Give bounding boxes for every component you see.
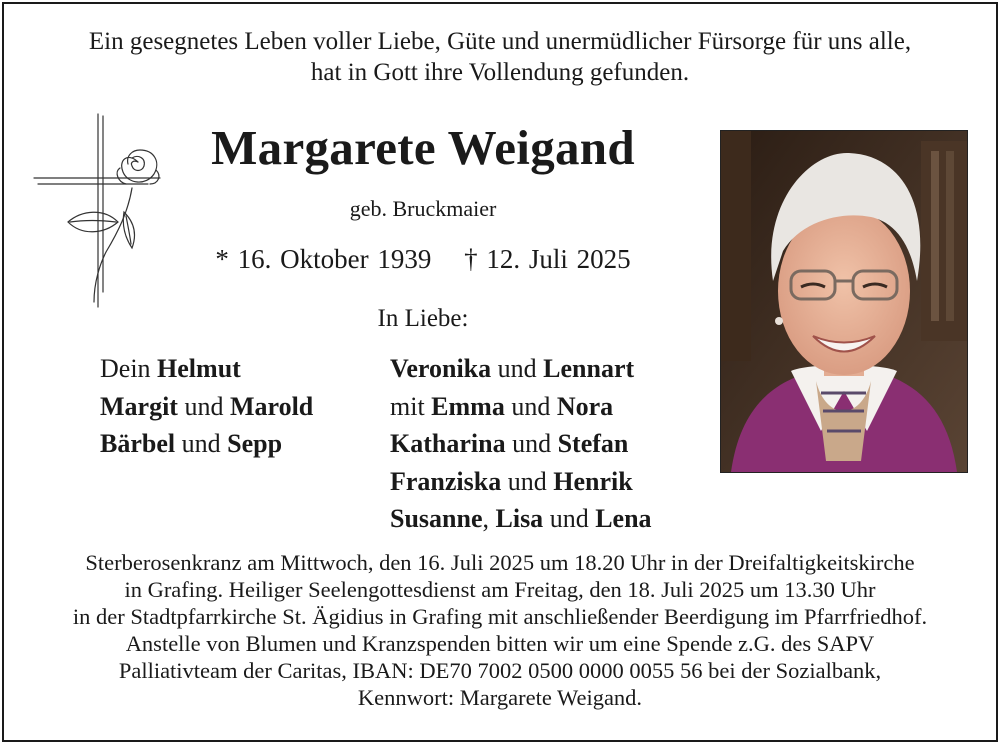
family-line: Susanne, Lisa und Lena (390, 504, 652, 533)
cross-with-rose-icon (28, 112, 168, 312)
family-line: Margit und Marold (100, 391, 314, 421)
service-notice (0, 549, 1000, 711)
family-line: Veronika und Lennart (390, 354, 635, 383)
family-line: Franziska und Henrik (390, 466, 633, 496)
notice-line: Anstelle von Blumen und Kranzspenden bitten wir um eine Spende z.G. des SAPV (125, 631, 875, 656)
in-love-heading: In Liebe: (377, 305, 469, 332)
notice-line: Sterberosenkranz am Mittwoch, den 16. Juli 2025 um 18.20 Uhr in der Dreifaltigkeitskirche (85, 550, 915, 575)
intro-line-2: hat in Gott ihre Vollendung gefunden. (310, 59, 690, 86)
notice-line: Kennwort: Margarete Weigand. (357, 685, 643, 710)
death-symbol: † (464, 244, 478, 274)
notice-line: in der Stadtpfarrkirche St. Ägidius in Grafing mit anschließender Beerdigung im Pfarrfriedhof. (72, 604, 928, 629)
maiden-name: geb. Bruckmaier (349, 196, 497, 221)
death-date: 12. Juli 2025 (486, 244, 631, 274)
birth-symbol: * (215, 244, 229, 274)
family-line: mit Emma und Nora (390, 391, 614, 421)
family-list-left (100, 350, 313, 463)
family-line: Dein Helmut (100, 354, 241, 383)
family-list-right (390, 350, 652, 538)
deceased-name: Margarete Weigand (211, 120, 635, 175)
family-line: Bärbel und Sepp (100, 429, 283, 458)
life-dates (150, 244, 696, 275)
family-line: Katharina und Stefan (390, 429, 629, 458)
notice-line: Palliativteam der Caritas, IBAN: DE70 7002 0500 0000 0055 56 bei der Sozialbank, (118, 658, 882, 683)
intro-text (0, 26, 1000, 88)
intro-line-1: Ein gesegnetes Leben voller Liebe, Güte und unermüdlicher Fürsorge für uns alle, (88, 28, 912, 55)
birth-date: 16. Oktober 1939 (237, 244, 432, 274)
portrait-photo (720, 130, 968, 473)
notice-line: in Grafing. Heiliger Seelengottesdienst am Freitag, den 18. Juli 2025 um 13.30 Uhr (124, 577, 876, 602)
